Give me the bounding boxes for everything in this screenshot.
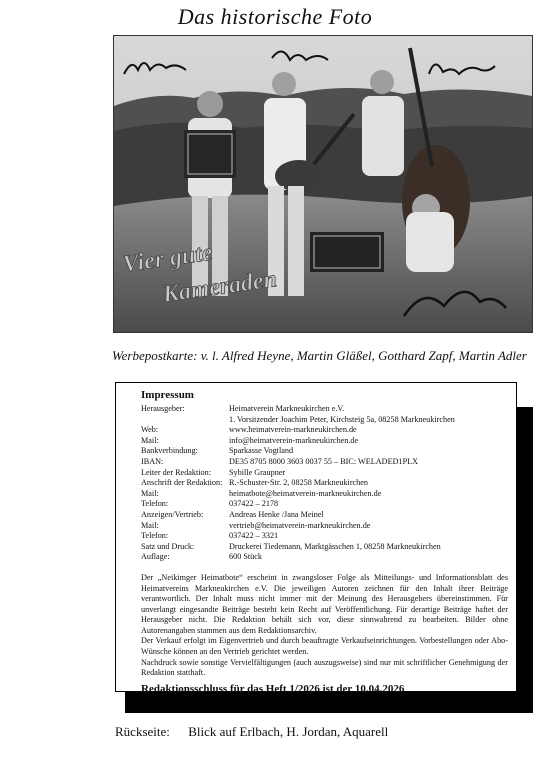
page-heading: Das historische Foto: [177, 4, 373, 29]
backside-label: Rückseite:: [115, 724, 170, 739]
impressum-row: Leiter der Redaktion: Sybille Graupner: [141, 467, 286, 477]
impressum-box: [115, 382, 517, 695]
impressum-title: Impressum: [141, 389, 194, 401]
impressum-row: 1. Vorsitzender Joachim Peter, Kirchsteig 5a, 08258 Markneukirchen: [229, 414, 455, 424]
impressum-row: Anschrift der Redaktion: R.-Schuster-Str. 2, 08258 Markneukirchen: [141, 478, 368, 488]
impressum-row: Telefon: 037422 – 2178: [141, 499, 279, 509]
impressum-row: Anzeigen/Vertrieb: Andreas Henke /Jana Meinel: [141, 509, 324, 519]
backside-text: Blick auf Erlbach, H. Jordan, Aquarell: [188, 724, 389, 739]
impressum-row: Mail: info@heimatverein-markneukirchen.de: [141, 435, 359, 445]
photo-title-line2: Kameraden: [161, 266, 279, 308]
impressum-row: Auflage: 600 Stück: [141, 552, 262, 562]
historic-photo: [113, 35, 533, 333]
photo-caption: Werbepostkarte: v. l. Alfred Heyne, Martin Gläßel, Gotthard Zapf, Martin Adler: [112, 348, 527, 363]
impressum-rows: [141, 404, 508, 563]
impressum-row: Mail: heimatbote@heimatverein-markneukirchen.de: [141, 488, 382, 498]
editorial-deadline: Redaktionsschluss für das Heft 1/2026 ist der 10.04.2026: [141, 682, 405, 695]
impressum-row: IBAN: DE35 8705 8000 3603 0037 55 – BIC: WELADED1PLX: [141, 456, 419, 466]
impressum-row: Telefon: 037422 – 3321: [141, 531, 279, 541]
backside-note: [115, 724, 515, 740]
impressum-paragraph: Der Verkauf erfolgt im Eigenvertrieb und durch beauftragte Verkaufseinrichtungen. Vorbestellungen oder Abo-Wünsche können an den Vertrieb gerichtet werden.: [141, 636, 508, 657]
photo-title-line1: Vier gute: [121, 239, 214, 278]
impressum-paragraph: Der „Neikimger Heimatbote“ erscheint in zwangsloser Folge als Mitteilungs- und Informationsblatt des Heimatvereins Markneukirchen e.V. Die jeweiligen Autoren zeichnen für den Inhalt ihrer Beiträge verantwortlich. Der Inhalt muss nicht immer mit der Meinung des Herausgebers übereinstimmen. Für unverlangt eingesandte Beiträge besteht kein Recht auf Veröffentlichung. Für derartige Beiträge haftet der Herausgeber nicht. Die Redaktion behält sich vor, diese sinnwahrend zu bearbeiten. Bilder ohne Autorenangaben stammen aus dem Redaktionsarchiv.: [141, 572, 508, 635]
impressum-row: Herausgeber: Heimatverein Markneukirchen e.V.: [141, 404, 345, 413]
impressum-row: Web: www.heimatverein-markneukirchen.de: [141, 425, 357, 435]
impressum-row: Bankverbindung: Sparkasse Vogtland: [141, 446, 294, 456]
impressum-legal-text: [141, 573, 508, 679]
impressum-paragraph: Nachdruck sowie sonstige Vervielfältigungen (auch auszugsweise) sind nur mit schriftlicher Genehmigung der Redaktion statthaft.: [141, 657, 508, 678]
impressum-row: Mail: vertrieb@heimatverein-markneukirchen.de: [141, 520, 371, 530]
impressum-row: Satz und Druck: Druckerei Tiedemann, Marktgässchen 1, 08258 Markneukirchen: [141, 541, 441, 551]
